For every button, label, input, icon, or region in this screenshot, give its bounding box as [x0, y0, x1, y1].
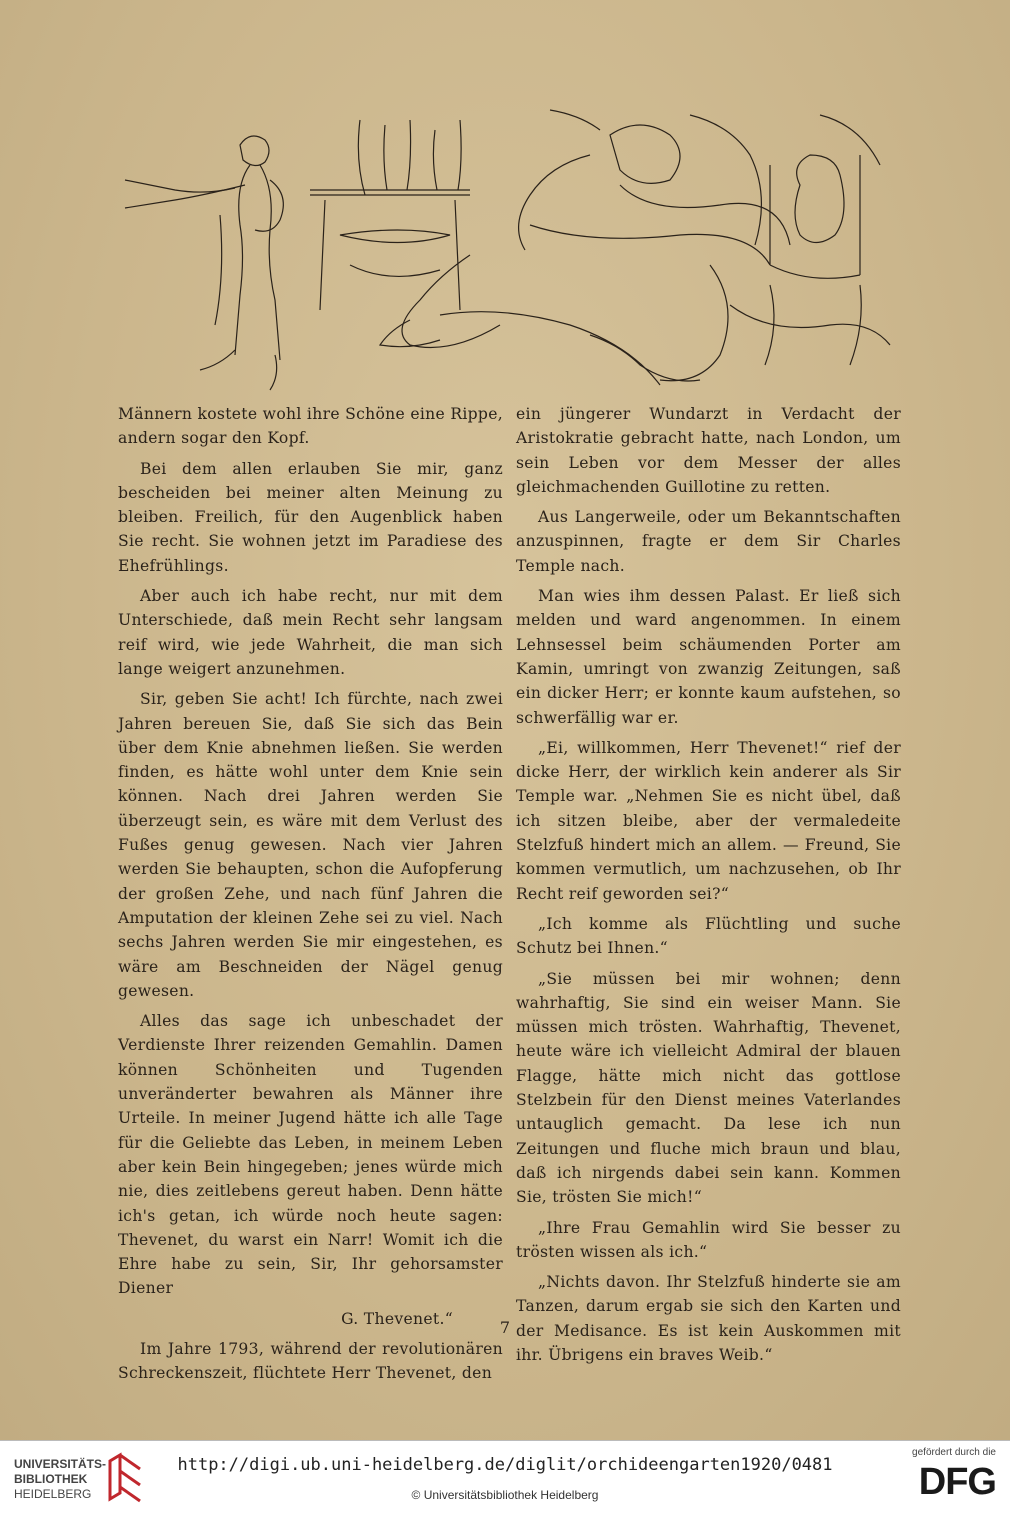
library-name-line: HEIDELBERG [14, 1487, 92, 1501]
letter-signature: G. Thevenet.“ [341, 1309, 453, 1328]
paragraph: „Sie müssen bei mir wohnen; denn wahrhaftig, Sie sind ein weiser Mann. Sie müssen mich trösten. Wahrhaftig, Thevenet, heute wäre ich vielleicht Admiral der blauen Flagge, hätte mich nicht das gottlose Stelzbein für den Dienst meines Vaterlandes untauglich gemacht. Da lese ich nun Zeitungen und fluche mich braun und blau, daß ich nirgends dabei sein kann. Kommen Sie, trösten Sie mich!“ [516, 969, 901, 1207]
paragraph: Männern kostete wohl ihre Schöne eine Rippe, andern sogar den Kopf. [118, 405, 503, 448]
paragraph: Aus Langerweile, oder um Bekanntschaften anzuspinnen, fragte er dem Sir Charles Temple nach. [516, 508, 901, 575]
paragraph: „Ich komme als Flüchtling und suche Schutz bei Ihnen.“ [516, 914, 901, 958]
copyright-notice: © Universitätsbibliothek Heidelberg [411, 1488, 599, 1502]
paragraph: „Nichts davon. Ihr Stelzfuß hinderte sie am Tanzen, darum ergab sie sich den Karten und der Medisance. Es ist kein Auskommen mit ihr. Übrigens ein braves Weib.“ [516, 1273, 901, 1364]
paragraph: Alles das sage ich unbeschadet der Verdienste Ihrer reizenden Gemahlin. Damen können Schönheiten und Tugenden unveränderter bewahren als Männer ihre Urteile. In meiner Jugend hätte ich alle Tage für die Geliebte das Leben, in meinem Leben aber kein Bein hingegeben; jenes würde mich nie, dies zeitlebens gereut haben. Denn hätte ich's getan, ich würde noch heute sagen: Thevenet, du warst ein Narr! Womit ich die Ehre habe zu sein, Sir, Ihr gehorsamster Diener [118, 1012, 503, 1298]
right-text-column [516, 402, 901, 1373]
paragraph: „Ihre Frau Gemahlin wird Sie besser zu trösten wissen als ich.“ [516, 1218, 901, 1261]
funding-note: gefördert durch die [912, 1447, 996, 1458]
paragraph: „Ei, willkommen, Herr Thevenet!“ rief der dicke Herr, der wirklich kein anderer als Sir Temple war. „Nehmen Sie es nicht übel, daß ich sitzen bleibe, aber der vermaledeite Stelzfuß hindert mich an allem. — Freund, Sie kommen vermutlich, um nachzusehen, ob Ihr Recht reif geworden sei?“ [516, 738, 901, 903]
paragraph: Aber auch ich habe recht, nur mit dem Unterschiede, daß mein Recht sehr langsam reif wird, wie jede Wahrheit, die man sich lange weigert anzunehmen. [118, 587, 503, 678]
library-name-line: UNIVERSITÄTS- [14, 1457, 107, 1471]
dfg-logo[interactable]: DFG [918, 1461, 996, 1503]
paragraph: Sir, geben Sie acht! Ich fürchte, nach zwei Jahren bereuen Sie, daß Sie sich das Bein über dem Knie abnehmen ließen. Sie werden finden, es hätte wohl unter dem Knie sein können. Nach drei Jahren werden Sie überzeugt sein, es wäre mit dem Verlust des Fußes genug gewesen. Nach vier Jahren werden Sie behaupten, schon die Aufopferung der großen Zehe, und nach fünf Jahren die Amputation der kleinen Zehe sei zu viel. Nach sechs Jahren werden Sie mir eingestehen, es wäre am Beschneiden der Nägel genug gewesen. [118, 690, 503, 1000]
left-text-column [118, 402, 503, 1392]
permalink-url[interactable]: http://digi.ub.uni-heidelberg.de/diglit/orchideengarten1920/0481 [177, 1455, 833, 1475]
paragraph: ein jüngerer Wundarzt in Verdacht der Aristokratie gebracht hatte, nach London, um sein Leben vor dem Messer der alles gleichmachenden Guillotine zu retten. [516, 405, 901, 496]
viewer-footer [0, 1440, 1010, 1514]
library-name-line: BIBLIOTHEK [14, 1472, 88, 1486]
line-drawing-illustration [110, 105, 900, 395]
paragraph: Im Jahre 1793, während der revolutionären Schreckenszeit, flüchtete Herr Thevenet, den [118, 1339, 503, 1383]
paragraph: Man wies ihm dessen Palast. Er ließ sich melden und ward angenommen. In einem Lehnsessel beim schäumenden Porter am Kamin, umringt von zwanzig Zeitungen, saß ein dicker Herr; er konnte kaum aufstehen, so schwerfällig war er. [516, 587, 901, 727]
paragraph: Bei dem allen erlauben Sie mir, ganz bescheiden bei meiner alten Meinung zu bleiben. Freilich, für den Augenblick haben Sie recht. Sie wohnen jetzt im Paradiese des Ehefrühlings. [118, 459, 503, 575]
page-number: 7 [499, 1318, 511, 1337]
